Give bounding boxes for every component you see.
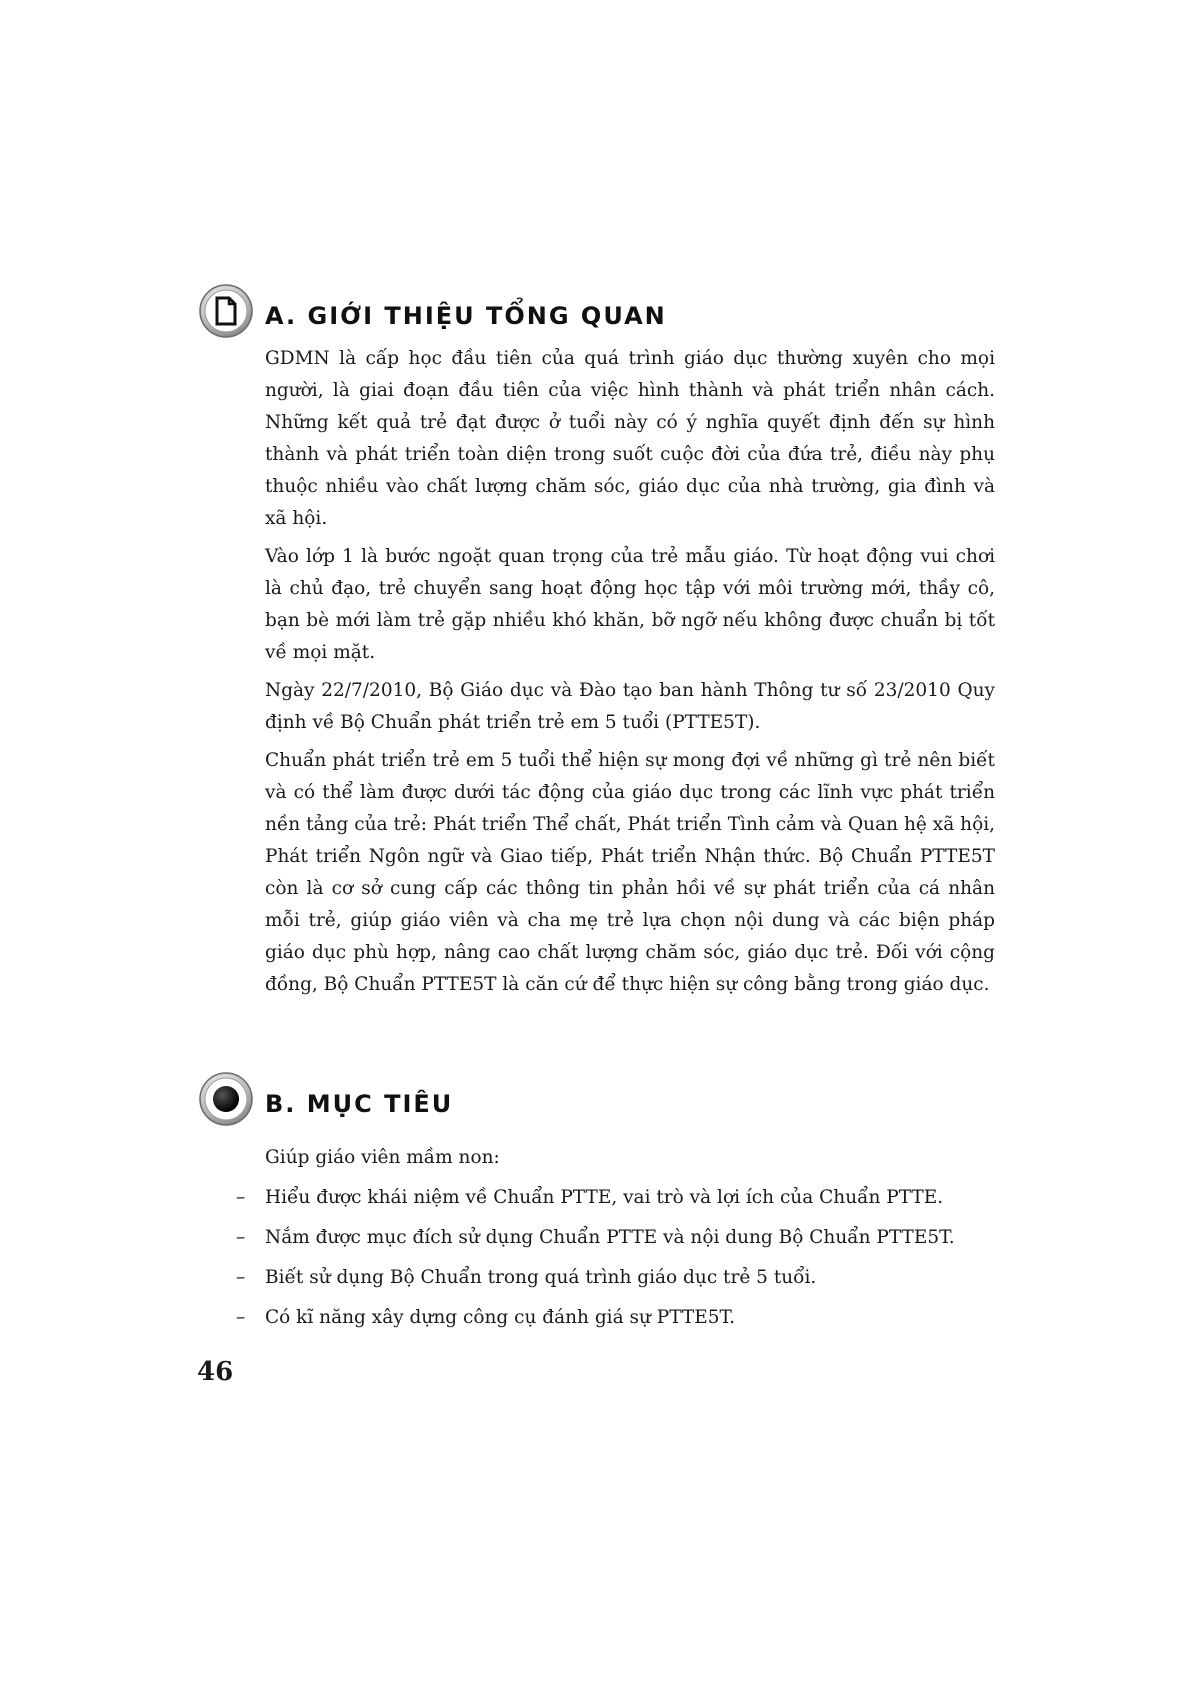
section-a-paragraph-4: Chuẩn phát triển trẻ em 5 tuổi thể hiện sự mong đợi về những gì trẻ nên biết và có thể làm được dưới tác động của giáo dục trong các lĩnh vực phát triển nền tảng của trẻ: Phát triển Thể chất, Phát triển Tình cảm và Quan hệ xã hội, Phát triển Ngôn ngữ và Giao tiếp, Phát triển Nhận thức. Bộ Chuẩn PTTE5T còn là cơ sở cung cấp các thông tin phản hồi về sự phát triển của cá nhân mỗi trẻ, giúp giáo viên và cha mẹ trẻ lựa chọn nội dung và các biện pháp giáo dục phù hợp, nâng cao chất lượng chăm sóc, giáo dục trẻ. Đối với cộng đồng, Bộ Chuẩn PTTE5T là căn cứ để thực hiện sự công bằng trong giáo dục. (265, 750, 995, 995)
objective-text: Nắm được mục đích sử dụng Chuẩn PTTE và nội dung Bộ Chuẩn PTTE5T. (265, 1227, 955, 1248)
section-a-paragraph-3: Ngày 22/7/2010, Bộ Giáo dục và Đào tạo ban hành Thông tư số 23/2010 Quy định về Bộ Chuẩn phát triển trẻ em 5 tuổi (PTTE5T). (265, 680, 995, 733)
bullet-dash: – (236, 1267, 246, 1288)
objective-item (236, 1222, 995, 1254)
section-b-intro: Giúp giáo viên mầm non: (265, 1147, 500, 1168)
objective-text: Hiểu được khái niệm về Chuẩn PTTE, vai trò và lợi ích của Chuẩn PTTE. (265, 1187, 944, 1208)
bullet-dash: – (236, 1227, 246, 1248)
section-a-heading: A. GIỚI THIỆU TỔNG QUAN (265, 302, 667, 330)
page-number: 46 (197, 1357, 234, 1387)
section-a-paragraph-2: Vào lớp 1 là bước ngoặt quan trọng của trẻ mẫu giáo. Từ hoạt động vui chơi là chủ đạo, trẻ chuyển sang hoạt động học tập với môi trường mới, thầy cô, bạn bè mới làm trẻ gặp nhiều khó khăn, bỡ ngỡ nếu không được chuẩn bị tốt về mọi mặt. (265, 546, 995, 663)
section-b-heading: B. MỤC TIÊU (265, 1090, 454, 1118)
section-a-paragraph-1: GDMN là cấp học đầu tiên của quá trình giáo dục thường xuyên cho mọi người, là giai đoạn đầu tiên của việc hình thành và phát triển nhân cách. Những kết quả trẻ đạt được ở tuổi này có ý nghĩa quyết định đến sự hình thành và phát triển toàn diện trong suốt cuộc đời của đứa trẻ, điều này phụ thuộc nhiều vào chất lượng chăm sóc, giáo dục của nhà trường, gia đình và xã hội. (265, 348, 995, 529)
objective-item (236, 1302, 995, 1334)
target-icon (198, 1071, 254, 1127)
objectives-list (236, 1182, 995, 1334)
section-a-body (265, 343, 995, 1007)
objective-item (236, 1262, 995, 1294)
objective-item (236, 1182, 995, 1214)
section-b-body (236, 1142, 995, 1342)
bullet-dash: – (236, 1187, 246, 1208)
objective-text: Có kĩ năng xây dựng công cụ đánh giá sự PTTE5T. (265, 1307, 736, 1328)
document-icon (198, 283, 254, 339)
bullet-dash: – (236, 1307, 246, 1328)
objective-text: Biết sử dụng Bộ Chuẩn trong quá trình giáo dục trẻ 5 tuổi. (265, 1267, 817, 1288)
